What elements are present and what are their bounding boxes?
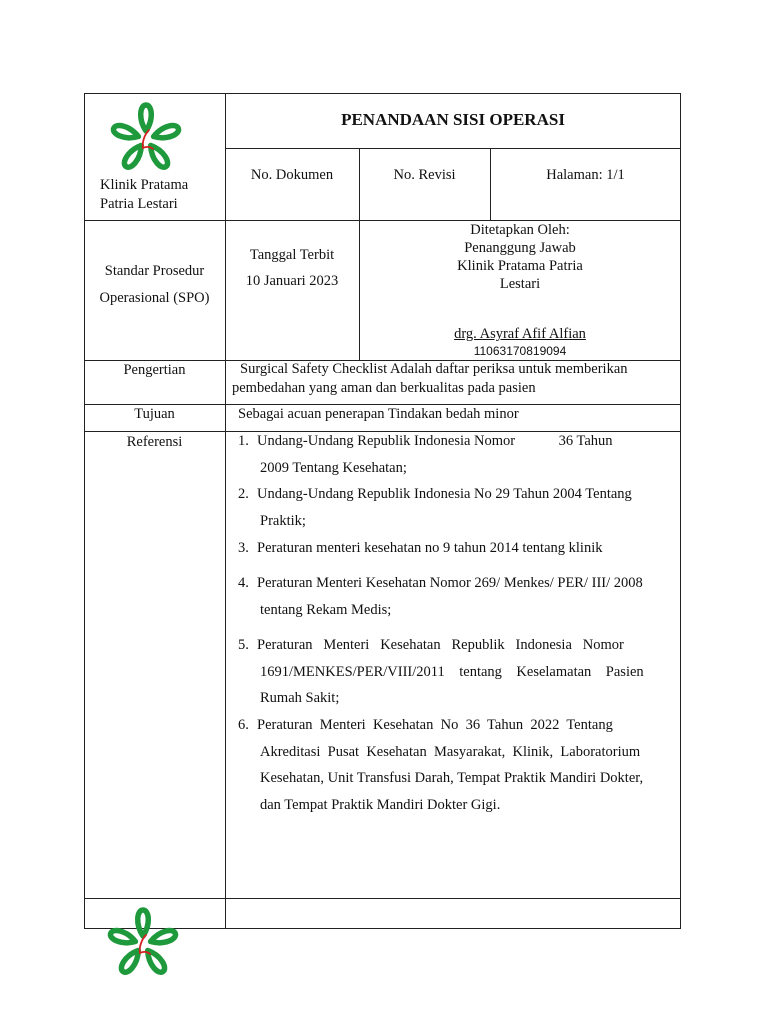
pengertian-text-line1: Surgical Safety Checklist Adalah daftar periksa untuk memberikan: [240, 361, 628, 377]
referensi-item-line: tentang Rekam Medis;: [260, 601, 392, 618]
clinic-logo: [106, 101, 186, 175]
approved-by-line2: Penanggung Jawab: [464, 240, 576, 256]
referensi-item-line: Undang-Undang Republik Indonesia No 29 Tahun 2004 Tentang: [257, 486, 632, 502]
referensi-item-number: 4.: [238, 575, 249, 591]
signer-name: drg. Asyraf Afif Alfian: [454, 326, 586, 342]
spo-label-line2: Operasional (SPO): [99, 290, 210, 306]
referensi-item-number: 3.: [238, 540, 249, 556]
issue-date-label: Tanggal Terbit: [249, 247, 335, 263]
revision-number-label: No. Revisi: [393, 167, 456, 183]
spo-label-line1: Standar Prosedur: [104, 263, 205, 279]
referensi-item-number: 6.: [238, 717, 249, 733]
pengertian-label: Pengertian: [123, 362, 186, 378]
referensi-item-line: Peraturan menteri kesehatan no 9 tahun 2014 tentang klinik: [257, 540, 603, 556]
referensi-item-line: Undang-Undang Republik Indonesia Nomor 36 Tahun: [257, 433, 613, 449]
referensi-item-line: Peraturan Menteri Kesehatan Nomor 269/ Menkes/ PER/ III/ 2008: [257, 575, 643, 591]
referensi-item: [238, 481, 666, 534]
referensi-item-line: 1691/MENKES/PER/VIII/2011 tentang Keselamatan Pasien: [260, 663, 644, 680]
approved-by-line3: Klinik Pratama Patria: [457, 258, 583, 274]
document-title: PENANDAAN SISI OPERASI: [341, 110, 565, 129]
clinic-name-line1: Klinik Pratama: [100, 177, 189, 193]
clinic-name-line2: Patria Lestari: [100, 196, 178, 212]
referensi-item-line: dan Tempat Praktik Mandiri Dokter Gigi.: [260, 796, 501, 813]
approved-by-line1: Ditetapkan Oleh:: [470, 222, 570, 238]
referensi-item: [238, 535, 666, 562]
referensi-item: [238, 632, 666, 712]
document-number-label: No. Dokumen: [250, 167, 334, 183]
clinic-logo-footer: [103, 906, 183, 980]
referensi-item-line: Praktik;: [260, 512, 306, 529]
column-divider: [225, 93, 226, 929]
row-divider: [225, 148, 681, 149]
column-divider: [490, 148, 491, 220]
referensi-item: [238, 570, 666, 623]
referensi-item-line: Peraturan Menteri Kesehatan Republik Indonesia Nomor: [257, 637, 624, 653]
referensi-item: [238, 712, 666, 818]
issue-date: 10 Januari 2023: [245, 273, 339, 289]
row-divider: [84, 898, 681, 899]
referensi-item-line: Kesehatan, Unit Transfusi Darah, Tempat Praktik Mandiri Dokter,: [260, 770, 644, 786]
referensi-item-line: Rumah Sakit;: [260, 690, 340, 706]
page-label: Halaman: 1/1: [546, 167, 625, 183]
referensi-item-number: 5.: [238, 637, 249, 653]
referensi-item-line: 2009 Tentang Kesehatan;: [260, 459, 407, 476]
tujuan-label: Tujuan: [134, 406, 175, 422]
referensi-item-line: Peraturan Menteri Kesehatan No 36 Tahun 2022 Tentang: [257, 717, 613, 733]
column-divider: [359, 148, 360, 220]
referensi-item-number: 1.: [238, 433, 249, 449]
approved-by-line4: Lestari: [499, 276, 541, 292]
referensi-item: [238, 428, 666, 481]
signer-id: 11063170819094: [473, 344, 567, 358]
tujuan-text: Sebagai acuan penerapan Tindakan bedah minor: [238, 406, 519, 422]
referensi-item-line: Akreditasi Pusat Kesehatan Masyarakat, Klinik, Laboratorium: [260, 743, 641, 760]
pengertian-text-line2: pembedahan yang aman dan berkualitas pada pasien: [232, 380, 536, 396]
referensi-label: Referensi: [126, 434, 183, 450]
referensi-item-number: 2.: [238, 486, 249, 502]
